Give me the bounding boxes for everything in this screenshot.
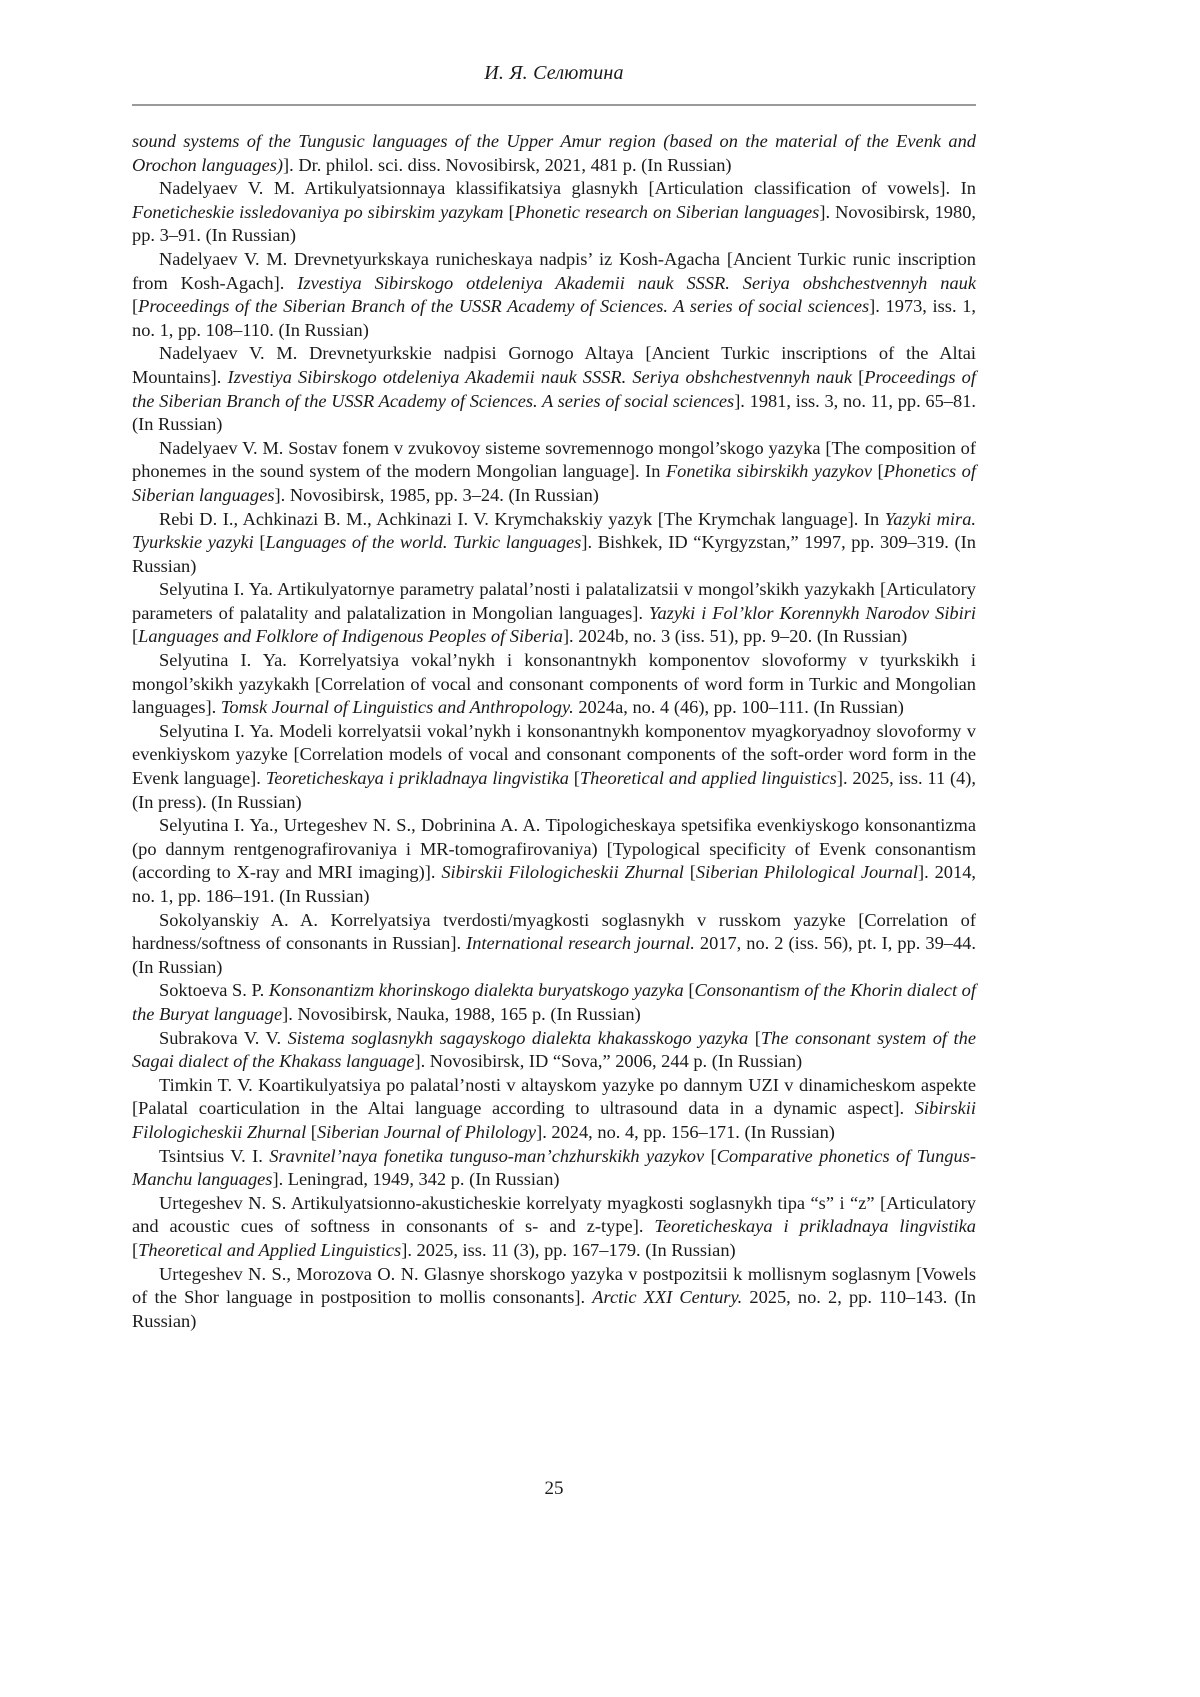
reference-text: ]. Bishkek, ID “Kyrgyzstan,” 1997, pp. 309–319. (In Russian) — [132, 532, 976, 576]
reference-italic-text: Consonantism of the Khorin dialect of the Buryat language — [132, 980, 976, 1024]
reference-italic-text: The consonant system of the Sagai dialect of the Khakass language — [132, 1027, 976, 1072]
reference-italic-text: Proceedings of the Siberian Branch of the USSR Academy of Sciences. A series of social sciences — [138, 296, 870, 317]
reference-text: ]. 2025, iss. 11 (4), (In press). (In Russian) — [132, 768, 976, 812]
reference-text: Selyutina I. Ya. Korrelyatsiya vokal’nykh i konsonantnykh komponentov slovoformy v tyurkskikh i mongol’skikh yazykakh [Correlation of vocal and consonant components of word form in Turkic and Mongolian languages]. — [132, 650, 976, 718]
reference-text: ]. 1973, iss. 1, no. 1, pp. 108–110. (In Russian) — [132, 296, 976, 340]
reference-italic-text: Sibirskii Filologicheskii Zhurnal — [441, 862, 684, 883]
reference-text: Nadelyaev V. M. Sostav fonem v zvukovoy sisteme sovremennogo mongol’skogo yazyka [The composition of phonemes in the sound system of the modern Mongolian language]. In — [132, 437, 976, 482]
reference-text: ]. Novosibirsk, Nauka, 1988, 165 p. (In Russian) — [282, 1003, 641, 1024]
reference-italic-text: Tomsk Journal of Linguistics and Anthropology. — [220, 697, 574, 718]
reference-text: [ — [306, 1121, 317, 1142]
reference-entry — [132, 248, 976, 342]
reference-italic-text: Yazyki i Fol’klor Korennykh Narodov Sibiri — [648, 602, 977, 623]
running-header: И. Я. Селютина — [484, 62, 624, 84]
reference-italic-text: Izvestiya Sibirskogo otdeleniya Akademii nauk SSSR. Seriya obshchestvennyh nauk — [297, 272, 976, 293]
reference-italic-text: Yazyki mira. Tyurkskie yazyki — [132, 508, 976, 553]
reference-italic-text: International research journal. — [466, 933, 695, 954]
reference-text: Subrakova V. V. — [159, 1027, 288, 1048]
reference-text: [ — [568, 768, 580, 789]
reference-entry — [132, 979, 976, 1026]
reference-entry — [132, 909, 976, 980]
reference-entry — [132, 1263, 976, 1334]
reference-entry — [132, 814, 976, 908]
reference-italic-text: Fonetika sibirskikh yazykov — [665, 461, 873, 482]
reference-text: ]. Dr. philol. sci. diss. Novosibirsk, 2021, 481 p. (In Russian) — [283, 154, 732, 175]
reference-text: Sokolyanskiy A. A. Korrelyatsiya tverdosti/myagkosti soglasnykh v russkom yazyke [Correlation of hardness/softness of consonants in Russian]. — [132, 909, 976, 954]
reference-text: ]. 2025, iss. 11 (3), pp. 167–179. (In Russian) — [401, 1239, 736, 1260]
reference-italic-text: Sravnitel’naya fonetika tunguso-man’chzhurskikh yazykov — [269, 1145, 705, 1166]
reference-text: [ — [872, 461, 884, 482]
reference-italic-text: Sistema soglasnykh sagayskogo dialekta khakasskogo yazyka — [287, 1027, 749, 1048]
reference-text: [ — [683, 862, 696, 883]
page-number: 25 — [544, 1478, 564, 1499]
reference-italic-text: Theoretical and Applied Linguistics — [138, 1239, 402, 1260]
reference-text: Nadelyaev V. M. Drevnetyurkskie nadpisi Gornogo Altaya [Ancient Turkic inscriptions of the Altai Mountains]. — [132, 343, 976, 387]
reference-italic-text: Teoreticheskaya i prikladnaya lingvistika — [654, 1216, 976, 1237]
reference-entry — [132, 1145, 976, 1192]
reference-text: [ — [132, 296, 139, 317]
reference-italic-text: Siberian Philological Journal — [695, 862, 919, 883]
reference-text: ]. Novosibirsk, ID “Sova,” 2006, 244 p. (In Russian) — [414, 1051, 803, 1072]
reference-entry — [132, 720, 976, 814]
reference-entry — [132, 177, 976, 248]
reference-text: [ — [683, 980, 695, 1001]
reference-text: ]. Leningrad, 1949, 342 p. (In Russian) — [272, 1169, 560, 1190]
reference-entry — [132, 1074, 976, 1145]
reference-text: [ — [503, 201, 515, 222]
reference-text: 2024a, no. 4 (46), pp. 100–111. (In Russian) — [573, 697, 904, 718]
reference-italic-text: Languages and Folklore of Indigenous Peoples of Siberia — [138, 626, 563, 647]
reference-text: [ — [132, 1239, 139, 1260]
header-divider — [132, 104, 976, 106]
reference-italic-text: Siberian Journal of Philology — [316, 1121, 537, 1142]
reference-entry — [132, 649, 976, 720]
reference-italic-text: Foneticheskie issledovaniya po sibirskim yazykam — [132, 201, 504, 222]
reference-text: ]. 2024, no. 4, pp. 156–171. (In Russian) — [536, 1121, 835, 1142]
reference-text: ]. Novosibirsk, 1985, pp. 3–24. (In Russian) — [274, 484, 599, 505]
reference-entry — [132, 1192, 976, 1263]
reference-italic-text: Izvestiya Sibirskogo otdeleniya Akademii nauk SSSR. Seriya obshchestvennyh nauk — [227, 366, 852, 387]
reference-text: [ — [253, 532, 266, 553]
reference-text: [ — [132, 626, 139, 647]
reference-italic-text: Phonetics of Siberian languages — [132, 461, 976, 505]
reference-italic-text: Comparative phonetics of Tungus-Manchu languages — [132, 1145, 976, 1190]
reference-italic-text: Phonetic research on Siberian languages — [514, 201, 820, 222]
reference-text: [ — [748, 1027, 761, 1048]
reference-italic-text: sound systems of the Tungusic languages of the Upper Amur region (based on the material of the Evenk and Orochon languages) — [132, 131, 976, 175]
reference-text: Selyutina I. Ya., Urtegeshev N. S., Dobrinina A. A. Tipologicheskaya spetsifika evenkiyskogo konsonantizma (po dannym rentgenografirovaniya i MR-tomografirovaniya) [Typological specificity of Evenk consonantism (according to X-ray and MRI imaging)]. — [132, 815, 976, 883]
reference-text: Tsintsius V. I. — [159, 1145, 270, 1166]
reference-text: Urtegeshev N. S., Morozova O. N. Glasnye shorskogo yazyka v postpozitsii k mollisnym soglasnym [Vowels of the Shor language in postposition to mollis consonants]. — [132, 1263, 976, 1308]
reference-text: Rebi D. I., Achkinazi B. M., Achkinazi I. V. Krymchakskiy yazyk [The Krymchak language]. In — [159, 508, 885, 529]
reference-text: ]. Novosibirsk, 1980, pp. 3–91. (In Russian) — [132, 201, 976, 246]
reference-italic-text: Sibirskii Filologicheskii Zhurnal — [132, 1098, 976, 1142]
reference-text: 2025, no. 2, pp. 110–143. (In Russian) — [132, 1287, 976, 1331]
reference-italic-text: Konsonantizm khorinskogo dialekta buryatskogo yazyka — [268, 980, 684, 1001]
reference-italic-text: Teoreticheskaya i prikladnaya lingvistika — [265, 768, 569, 789]
reference-entry — [132, 342, 976, 436]
reference-entry — [132, 578, 976, 649]
reference-italic-text: Proceedings of the Siberian Branch of the USSR Academy of Sciences. A series of social sciences — [132, 366, 976, 411]
reference-italic-text: Languages of the world. Turkic languages — [265, 532, 582, 553]
reference-text: 2017, no. 2 (iss. 56), pt. I, pp. 39–44. (In Russian) — [132, 933, 976, 977]
reference-text: Nadelyaev V. M. Drevnetyurkskaya runicheskaya nadpis’ iz Kosh-Agacha [Ancient Turkic runic inscription from Kosh-Agach]. — [132, 248, 976, 293]
reference-italic-text: Theoretical and applied linguistics — [579, 768, 837, 789]
reference-text: Selyutina I. Ya. Modeli korrelyatsii vokal’nykh i konsonantnykh komponentov myagkoryadnoy slovoformy v evenkiyskom yazyke [Correlation models of vocal and consonant components of the soft-order word form in the Evenk language]. — [132, 720, 976, 789]
reference-italic-text: Arctic XXI Century. — [592, 1287, 743, 1308]
reference-text: Urtegeshev N. S. Artikulyatsionno-akusticheskie korrelyaty myagkosti soglasnykh tipa “s” i “z” [Articulatory and acoustic cues of softness in consonants of s- and z-type]. — [132, 1192, 976, 1237]
reference-list — [132, 130, 976, 1333]
reference-text: [ — [704, 1145, 717, 1166]
reference-text: ]. 1981, iss. 3, no. 11, pp. 65–81. (In Russian) — [132, 390, 976, 435]
reference-text: ]. 2024b, no. 3 (iss. 51), pp. 9–20. (In Russian) — [562, 626, 908, 647]
reference-text: [ — [852, 366, 865, 387]
reference-entry — [132, 508, 976, 579]
reference-entry — [132, 437, 976, 508]
reference-text: Soktoeva S. P. — [159, 980, 269, 1001]
reference-text: Selyutina I. Ya. Artikulyatornye parametry palatal’nosti i palatalizatsii v mongol’skikh yazykakh [Articulatory parameters of palatality and palatalization in Mongolian languages]. — [132, 579, 976, 623]
reference-text: Timkin T. V. Koartikulyatsiya po palatal’nosti v altayskom yazyke po dannym UZI v dinamicheskom aspekte [Palatal coarticulation in the Altai language according to ultrasound data in a dynamic aspect]. — [132, 1074, 976, 1119]
reference-entry — [132, 1027, 976, 1074]
reference-entry — [132, 130, 976, 177]
reference-text: Nadelyaev V. M. Artikulyatsionnaya klassifikatsiya glasnykh [Articulation classification of vowels]. In — [159, 178, 976, 199]
reference-text: ]. 2014, no. 1, pp. 186–191. (In Russian) — [132, 862, 976, 906]
